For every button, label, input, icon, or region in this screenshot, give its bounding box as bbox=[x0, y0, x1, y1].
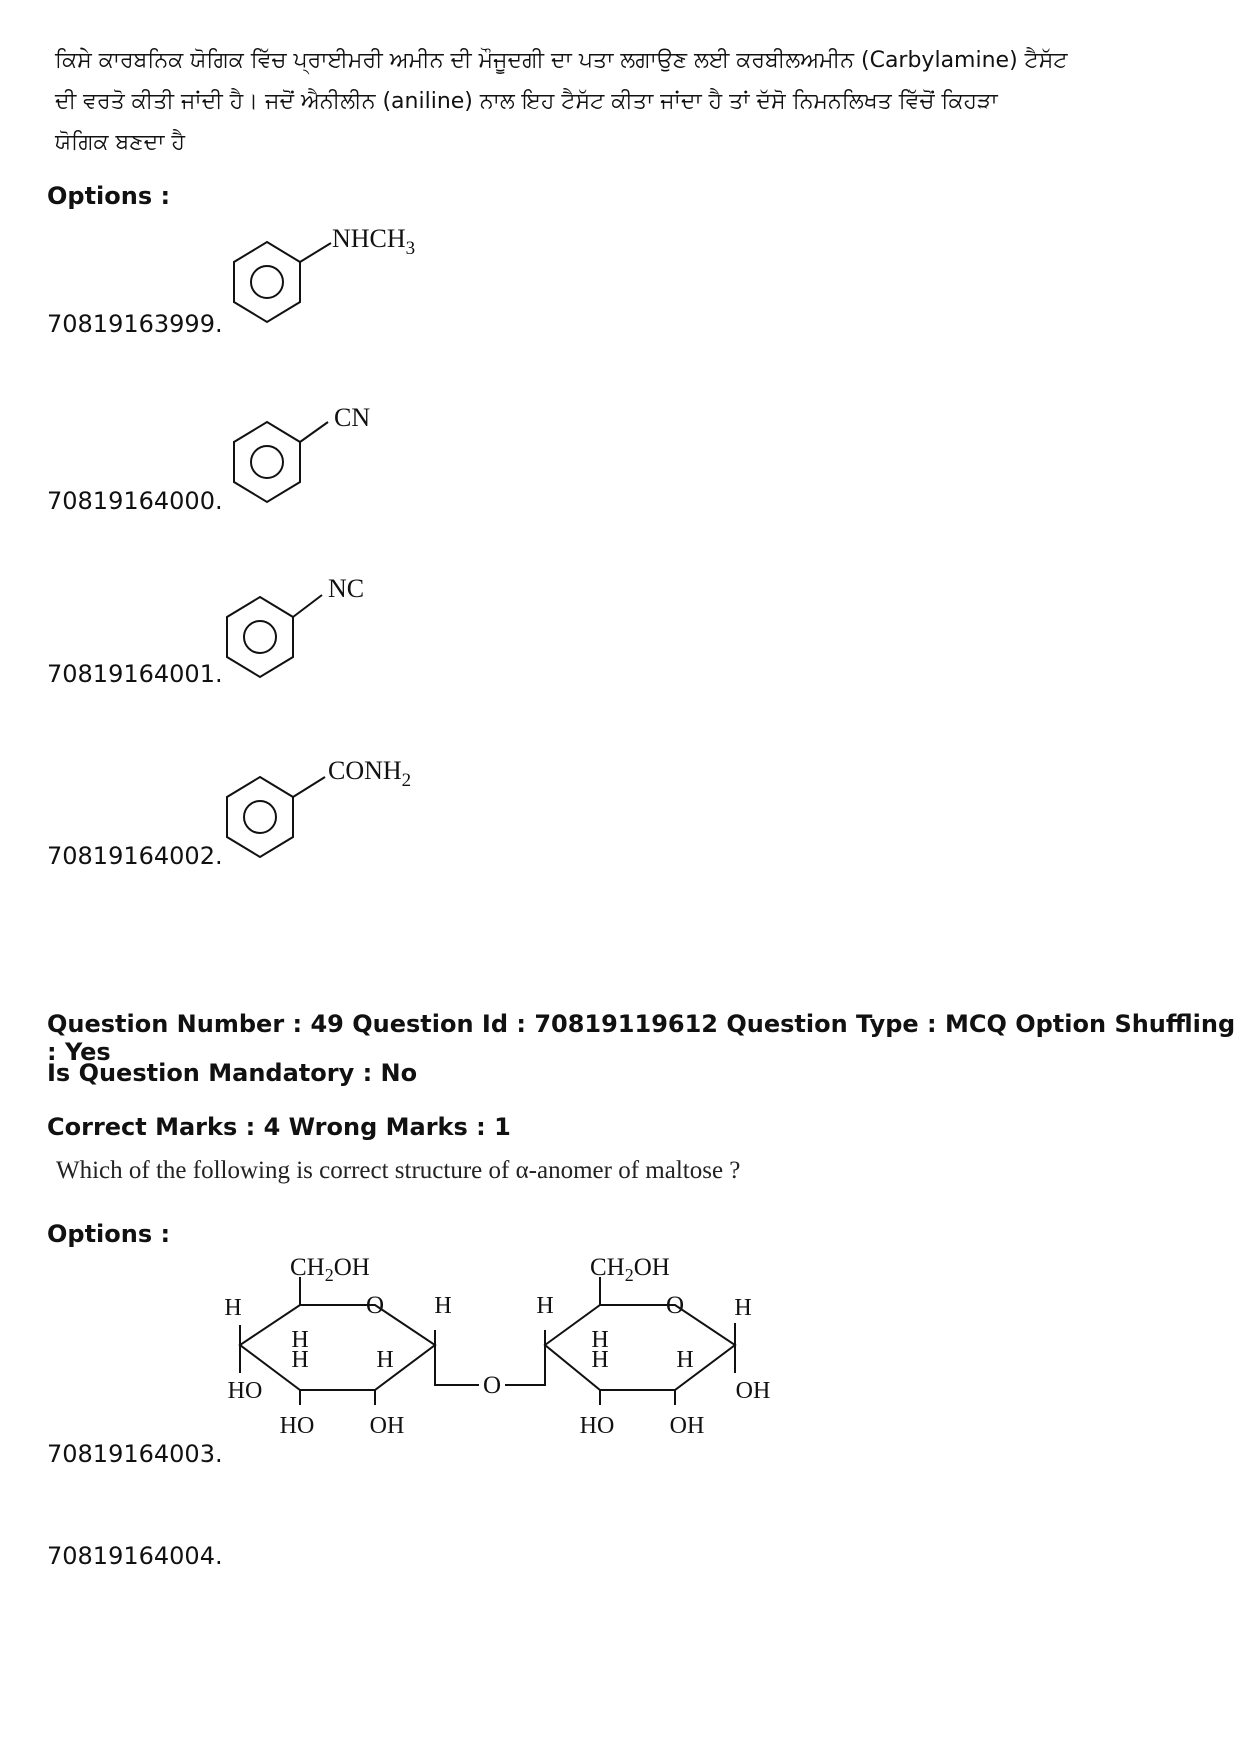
substituent-bond bbox=[300, 243, 331, 262]
option-id[interactable]: 70819164004. bbox=[47, 1542, 223, 1570]
benzene-conh2-structure bbox=[215, 755, 445, 865]
maltose-structure bbox=[215, 1255, 795, 1455]
option-id[interactable]: 70819164002. bbox=[47, 842, 223, 870]
h-label: H bbox=[224, 1295, 242, 1321]
glycosidic-bond bbox=[505, 1345, 545, 1385]
substituent-label: NC bbox=[328, 575, 365, 603]
h-label: H bbox=[536, 1293, 554, 1319]
aromatic-circle bbox=[244, 621, 276, 653]
oh-label: OH bbox=[669, 1413, 705, 1439]
ring-oxygen: O bbox=[665, 1292, 685, 1319]
option-id[interactable]: 70819164001. bbox=[47, 660, 223, 688]
aromatic-circle bbox=[251, 446, 283, 478]
question-48-text bbox=[55, 40, 1068, 163]
glucose-ring-right bbox=[545, 1305, 735, 1390]
aromatic-circle bbox=[251, 266, 283, 298]
substituent-label: CN bbox=[334, 403, 371, 432]
option-id[interactable]: 70819163999. bbox=[47, 310, 223, 338]
ch2oh-label: $CH_2OH$ bbox=[590, 1255, 670, 1285]
h-label: H bbox=[591, 1327, 609, 1353]
options-label: Options : bbox=[47, 182, 171, 210]
benzene-cn-structure bbox=[220, 400, 420, 510]
substituent-label: $CONH_2$ bbox=[328, 756, 412, 791]
options-label: Options : bbox=[47, 1220, 171, 1248]
ho-label: HO bbox=[227, 1378, 263, 1404]
oh-label: OH bbox=[369, 1413, 405, 1439]
benzene-ring bbox=[234, 422, 300, 502]
h-label: H bbox=[734, 1295, 752, 1321]
question-text-line: ਕਿਸੇ ਕਾਰਬਨਿਕ ਯੋਗਿਕ ਵਿੱਚ ਪ੍ਰਾਈਮਰੀ ਅਮੀਨ ਦੀ ਮੌਜੂਦਗੀ ਦਾ ਪਤਾ ਲਗਾਉਣ ਲਈ ਕਰਬੀਲਅਮੀਨ (Carbylamine) ਟੈਸੱਟ bbox=[55, 48, 1068, 73]
ch2oh-label: $CH_2OH$ bbox=[290, 1255, 370, 1285]
bridge-oxygen: O bbox=[482, 1372, 502, 1399]
question-text-line: ਦੀ ਵਰਤੋ ਕੀਤੀ ਜਾਂਦੀ ਹੈ। ਜਦੋਂ ਐਨੀਲੀਨ (aniline) ਨਾਲ ਇਹ ਟੈਸੱਟ ਕੀਤਾ ਜਾਂਦਾ ਹੈ ਤਾਂ ਦੱਸੋ ਨਿਮਨਲਿਖਤ ਵਿੱਚੋਂ ਕਿਹੜਾ bbox=[55, 89, 998, 114]
glycosidic-bond bbox=[435, 1345, 479, 1385]
question-marks: Correct Marks : 4 Wrong Marks : 1 bbox=[47, 1113, 511, 1141]
ho-label: HO bbox=[279, 1413, 315, 1439]
ring-oxygen: O bbox=[365, 1292, 385, 1319]
oh-label: OH bbox=[735, 1378, 771, 1404]
ho-label: HO bbox=[579, 1413, 615, 1439]
h-label: H bbox=[434, 1293, 452, 1319]
substituent-bond bbox=[300, 422, 328, 442]
h-label: H bbox=[291, 1347, 309, 1373]
question-49-text: Which of the following is correct structure of α-anomer of maltose ? bbox=[56, 1157, 741, 1184]
substituent-bond bbox=[293, 595, 322, 617]
option-id[interactable]: 70819164003. bbox=[47, 1440, 223, 1468]
glucose-ring-left bbox=[240, 1305, 435, 1390]
benzene-nc-structure bbox=[215, 575, 415, 685]
question-mandatory: Is Question Mandatory : No bbox=[47, 1059, 418, 1087]
benzene-ring bbox=[227, 597, 293, 677]
question-header: Question Number : 49 Question Id : 70819119612 Question Type : MCQ Option Shuffling : Yes bbox=[47, 1010, 1236, 1066]
h-label: H bbox=[291, 1327, 309, 1353]
option-id[interactable]: 70819164000. bbox=[47, 487, 223, 515]
substituent-label: $NHCH_3$ bbox=[332, 225, 416, 259]
h-label: H bbox=[376, 1347, 394, 1373]
benzene-nhch3-structure bbox=[220, 225, 450, 335]
h-label: H bbox=[676, 1347, 694, 1373]
question-text-line: ਯੋਗਿਕ ਬਣਦਾ ਹੈ bbox=[55, 130, 185, 155]
h-label: H bbox=[591, 1347, 609, 1373]
benzene-ring bbox=[234, 242, 300, 322]
aromatic-circle bbox=[244, 801, 276, 833]
substituent-bond bbox=[293, 777, 325, 797]
benzene-ring bbox=[227, 777, 293, 857]
